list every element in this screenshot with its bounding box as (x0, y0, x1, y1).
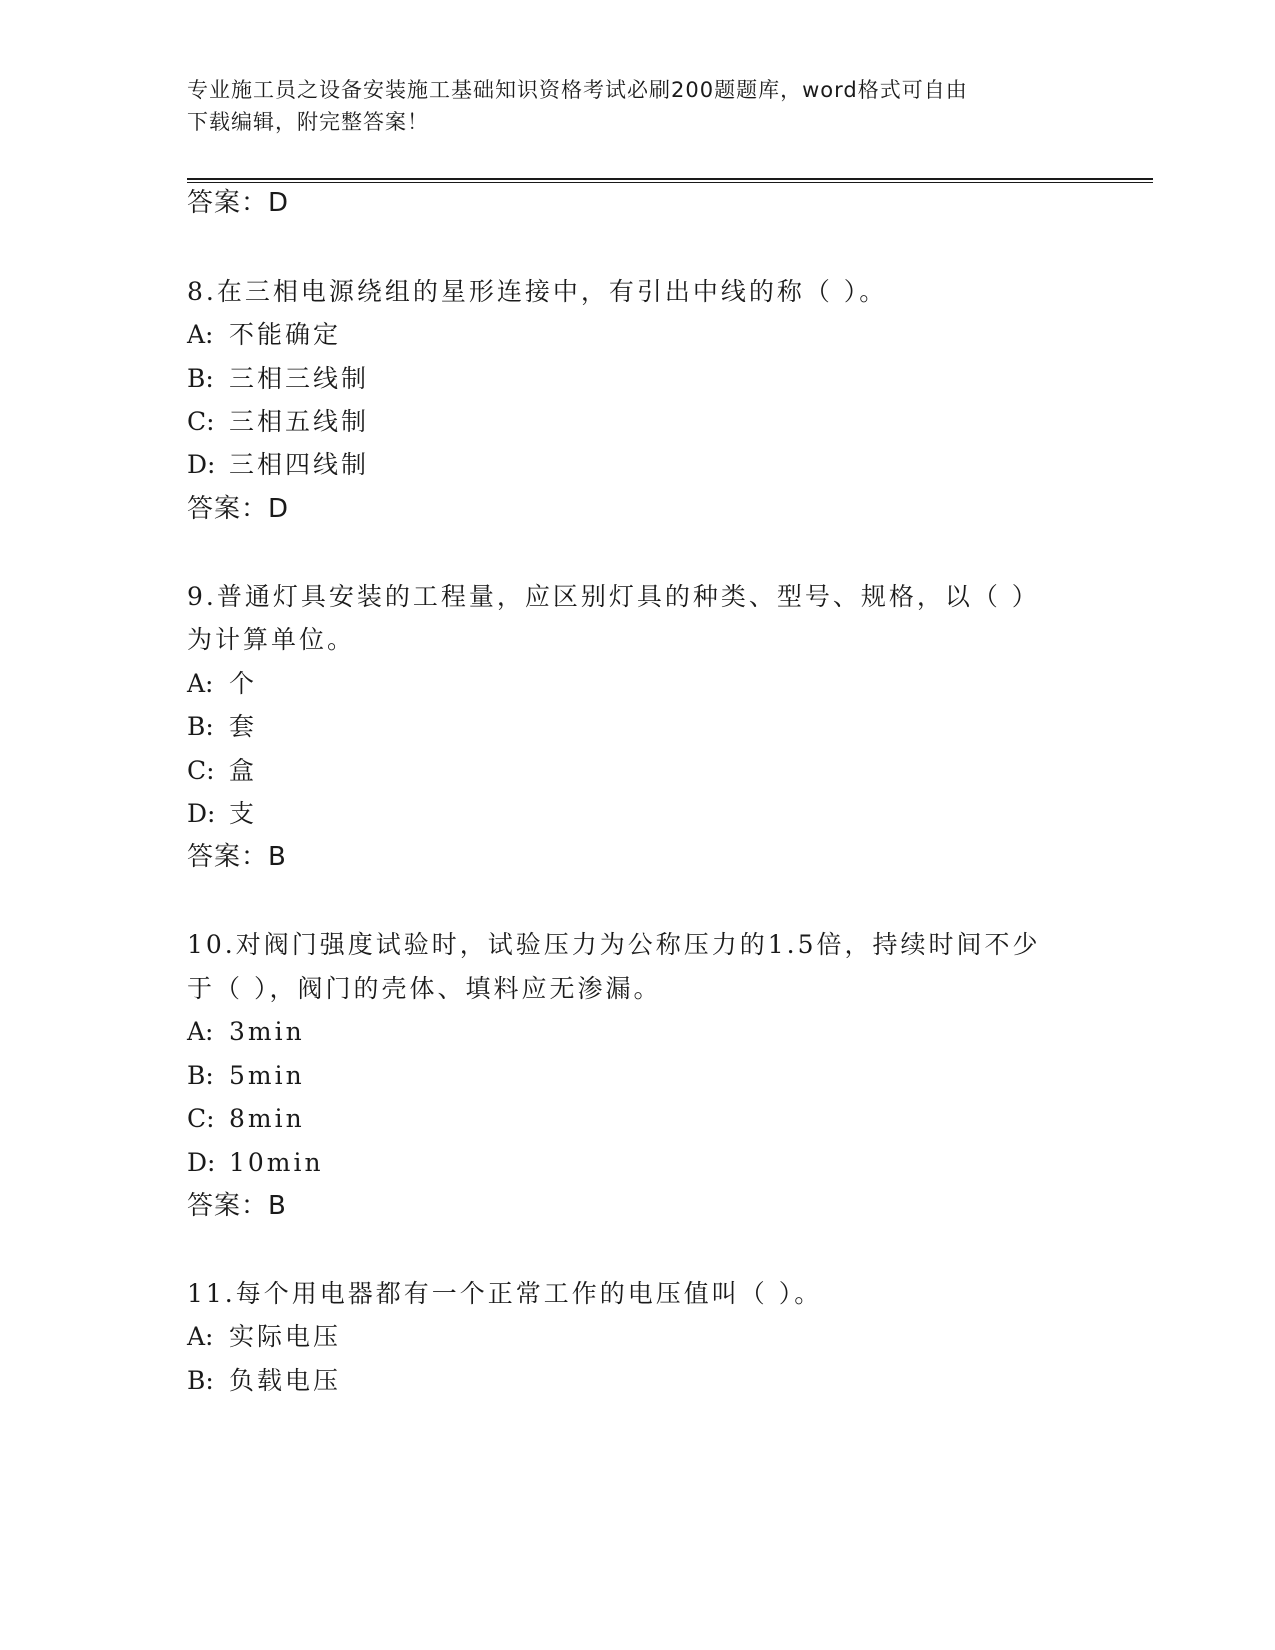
option-text: 套 (229, 712, 258, 741)
question-9-option-a (187, 667, 257, 701)
header-line-2: 下载编辑，附完整答案！ (187, 110, 429, 134)
question-9-stem-line-2: 为计算单位。 (187, 625, 356, 654)
answer-q9: 答案：B (187, 842, 287, 872)
question-10-option-c (187, 1102, 305, 1136)
option-label: A: (187, 1017, 214, 1046)
option-text: 三相四线制 (229, 450, 370, 479)
question-10-option-d (187, 1146, 324, 1180)
document-header (187, 74, 1087, 138)
question-11-stem: 11.每个用电器都有一个正常工作的电压值叫（ ）。 (187, 1279, 823, 1308)
question-10-stem-line-2: 于（ ），阀门的壳体、填料应无渗漏。 (187, 974, 662, 1003)
option-label: C: (187, 407, 215, 436)
question-9-stem-line-1: 9.普通灯具安装的工程量，应区别灯具的种类、型号、规格，以（ ） (187, 582, 1040, 611)
option-text: 5min (229, 1061, 305, 1090)
option-label: B: (187, 712, 214, 741)
question-10-option-a (187, 1015, 305, 1049)
option-text: 三相五线制 (229, 407, 370, 436)
header-divider (187, 178, 1153, 180)
question-8-option-d (187, 448, 369, 482)
header-line-1: 专业施工员之设备安装施工基础知识资格考试必刷200题题库，word格式可自由 (187, 78, 968, 102)
option-label: B: (187, 364, 214, 393)
question-9-option-d (187, 797, 257, 831)
question-11-option-b (187, 1364, 341, 1398)
question-8-option-a (187, 318, 341, 352)
option-text: 3min (229, 1017, 305, 1046)
option-text: 个 (229, 669, 258, 698)
question-11-option-a (187, 1320, 341, 1354)
option-label: A: (187, 669, 214, 698)
question-8-stem: 8.在三相电源绕组的星形连接中，有引出中线的称（ ）。 (187, 277, 888, 306)
option-label: A: (187, 320, 214, 349)
option-label: C: (187, 756, 215, 785)
option-label: D: (187, 1148, 216, 1177)
question-9-option-b (187, 710, 257, 744)
option-text: 支 (229, 799, 258, 828)
question-8-option-c (187, 405, 369, 439)
option-label: B: (187, 1061, 214, 1090)
question-8-option-b (187, 362, 369, 396)
answer-q10: 答案：B (187, 1191, 287, 1221)
answer-q7: 答案：D (187, 188, 290, 218)
option-label: C: (187, 1104, 215, 1133)
question-10-option-b (187, 1059, 305, 1093)
option-text: 10min (229, 1148, 324, 1177)
option-text: 负载电压 (229, 1366, 342, 1395)
option-text: 三相三线制 (229, 364, 370, 393)
option-label: A: (187, 1322, 214, 1351)
answer-q8: 答案：D (187, 494, 290, 524)
header-divider-thin (187, 182, 1153, 183)
option-text: 实际电压 (229, 1322, 342, 1351)
option-label: D: (187, 799, 216, 828)
option-label: D: (187, 450, 216, 479)
option-label: B: (187, 1366, 214, 1395)
question-9-option-c (187, 754, 257, 788)
question-10-stem-line-1: 10.对阀门强度试验时，试验压力为公称压力的1.5倍，持续时间不少 (187, 930, 1041, 959)
option-text: 盒 (229, 756, 258, 785)
option-text: 8min (229, 1104, 305, 1133)
option-text: 不能确定 (229, 320, 342, 349)
